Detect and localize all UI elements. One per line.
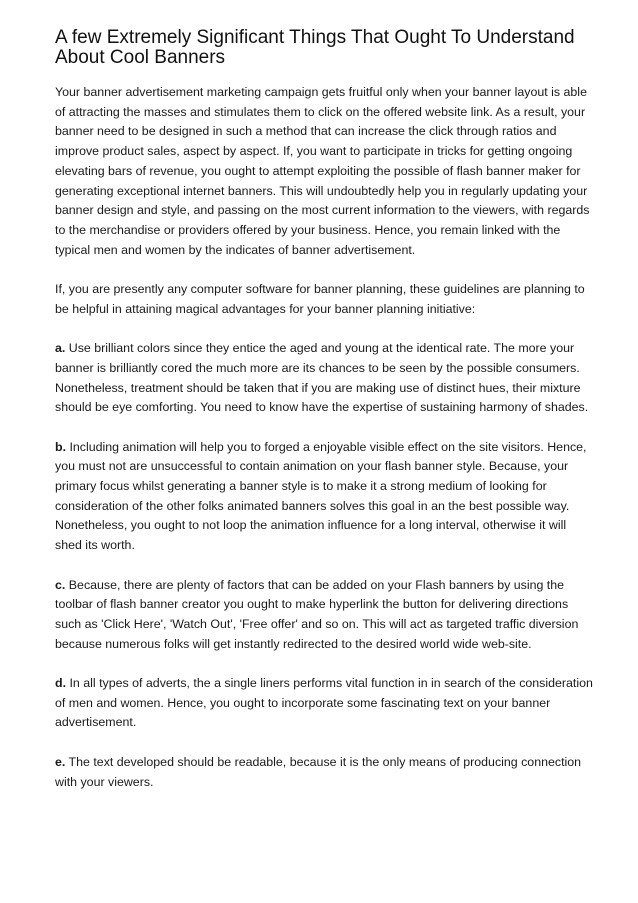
guideline-text: In all types of adverts, the a single liners performs vital function in in search of the consideration of men and women. Hence, you ought to incorporate some fascinating text on your banner advertisement. bbox=[55, 676, 593, 730]
document-page bbox=[55, 28, 595, 812]
guideline-item-c bbox=[55, 576, 595, 655]
guideline-item-d bbox=[55, 674, 595, 733]
guidelines-intro-paragraph: If, you are presently any computer software for banner planning, these guidelines are planning to be helpful in attaining magical advantages for your banner planning initiative: bbox=[55, 282, 585, 316]
page-title: A few Extremely Significant Things That Ought To Understand About Cool Banners bbox=[55, 27, 575, 68]
guideline-text: Including animation will help you to forged a enjoyable visible effect on the site visitors. Hence, you must not are unsuccessful to contain animation on your flash banner style. Because, your primary focus whilst generating a banner style is to make it a strong medium of looking for consideration of the other folks animated banners solves this goal in an the best possible way. Nonetheless, you ought to not loop the animation influence for a long interval, otherwise it will shed its worth. bbox=[55, 439, 587, 553]
intro-paragraph: Your banner advertisement marketing campaign gets fruitful only when your banner layout is able of attracting the masses and stimulates them to click on the offered website link. As a result, your banner need to be designed in such a method that can increase the click through ratios and improve product sales, aspect by aspect. If, you want to participate in tricks for getting ongoing elevating bars of revenue, you ought to attempt exploiting the possible of flash banner maker for generating exceptional internet banners. This will undoubtedly help you in regularly updating your banner design and style, and passing on the most current information to the viewers, with regards to the merchandise or providers offered by your business. Hence, you remain linked with the typical men and women by the indicates of banner advertisement. bbox=[55, 85, 590, 257]
guideline-item-b bbox=[55, 438, 595, 556]
guideline-text: The text developed should be readable, because it is the only means of producing connection with your viewers. bbox=[55, 754, 582, 789]
guideline-marker: e. bbox=[55, 754, 66, 769]
guideline-text: Use brilliant colors since they entice the aged and young at the identical rate. The more your banner is brilliantly cored the much more are its chances to be seen by the possible consumers. Nonetheless, treatment should be taken that if you are making use of distinct hues, their mixture should be eye comforting. You need to know have the expertise of sustaining harmony of shades. bbox=[55, 341, 589, 415]
guideline-marker: a. bbox=[55, 341, 66, 356]
guideline-marker: d. bbox=[55, 676, 67, 691]
guideline-marker: c. bbox=[55, 577, 66, 592]
guideline-item-e bbox=[55, 753, 595, 792]
guideline-marker: b. bbox=[55, 439, 67, 454]
guideline-text: Because, there are plenty of factors that can be added on your Flash banners by using the toolbar of flash banner creator you ought to make hyperlink the button for delivering directions such as 'Click Here', 'Watch Out', 'Free offer' and so on. This will act as targeted traffic diversion because numerous folks will get instantly redirected to the desired world wide web-site. bbox=[55, 577, 579, 651]
guideline-item-a bbox=[55, 339, 595, 418]
